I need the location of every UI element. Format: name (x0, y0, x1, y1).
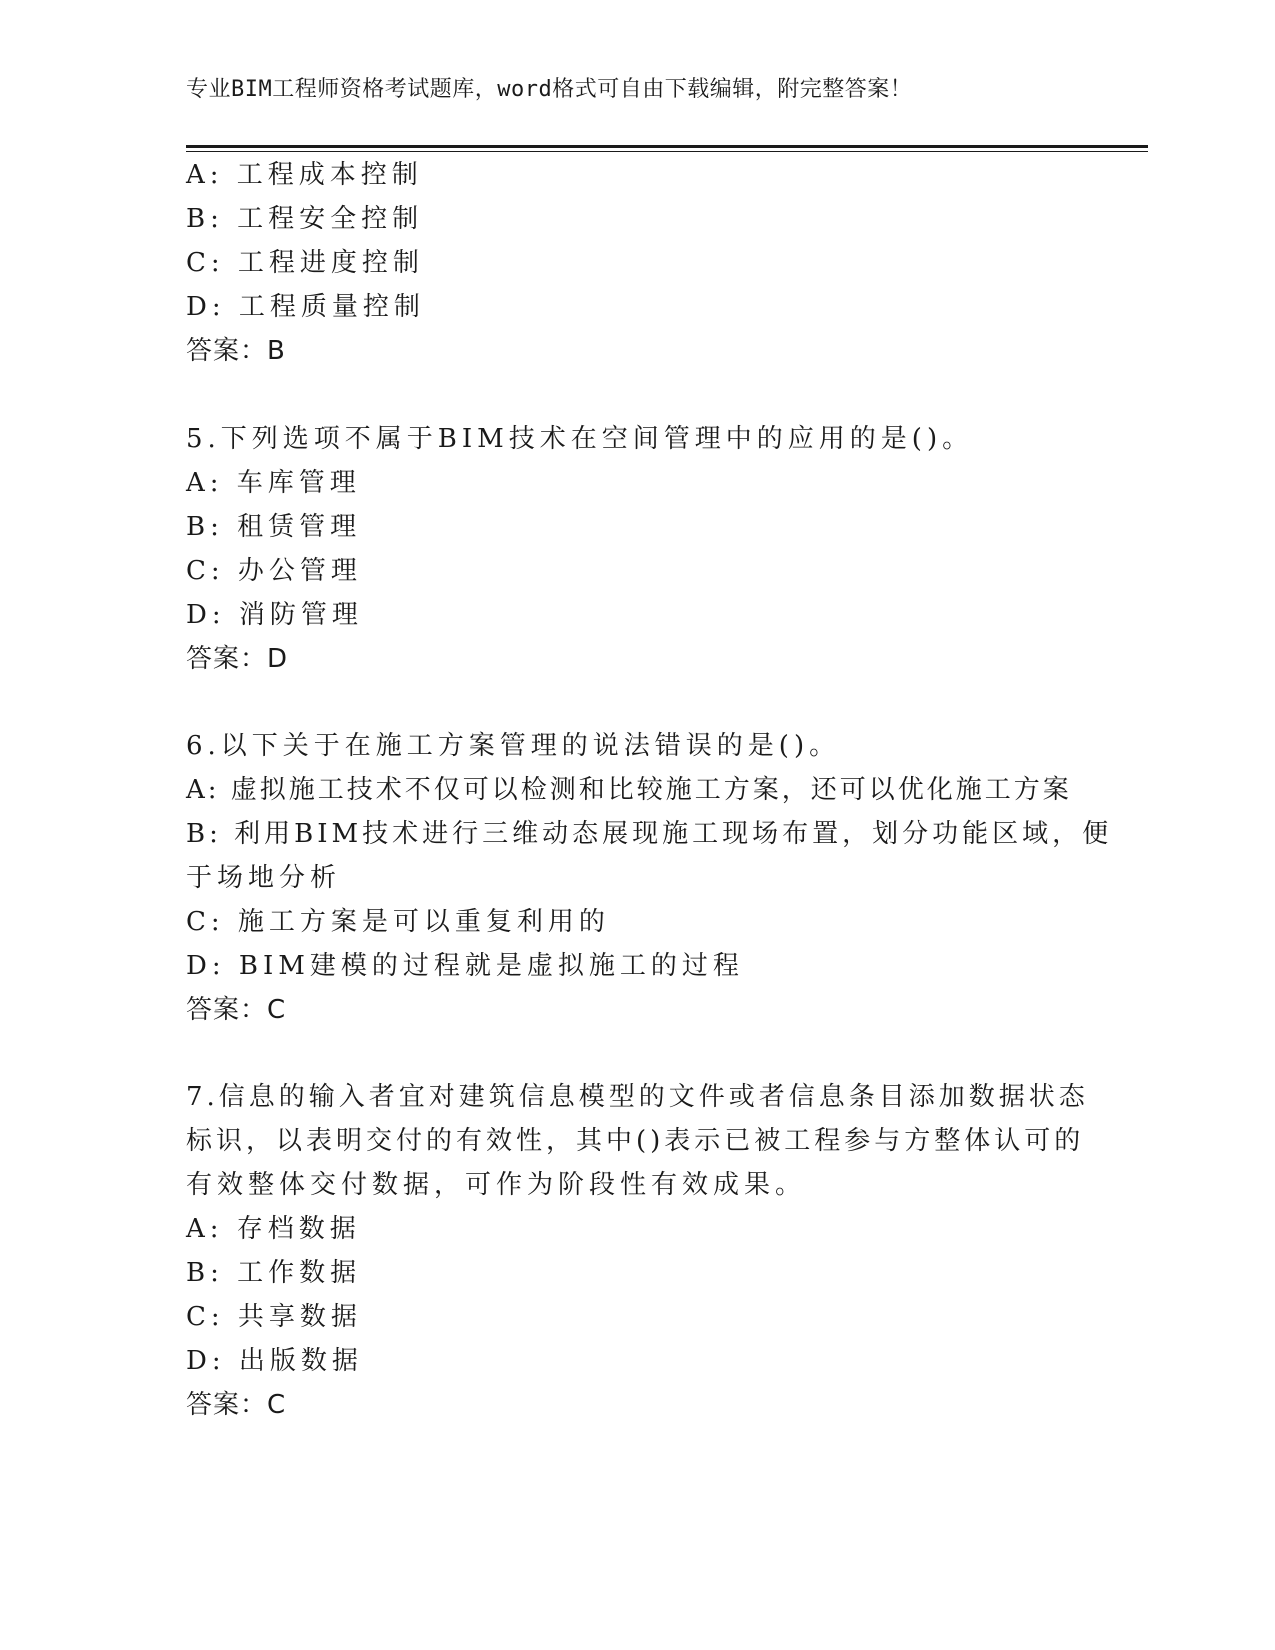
header-rule-thick (186, 145, 1148, 148)
q5-option-c: C: 办公管理 (186, 556, 362, 586)
q4-option-c: C: 工程进度控制 (186, 248, 424, 278)
q4-option-d: D: 工程质量控制 (186, 292, 425, 322)
q7-option-a: A: 存档数据 (186, 1214, 361, 1244)
q7-option-c: C: 共享数据 (186, 1302, 362, 1332)
q4-answer: 答案：B (186, 336, 286, 366)
q5-question: 5.下列选项不属于BIM技术在空间管理中的应用的是()。 (186, 424, 974, 454)
q6-answer: 答案：C (186, 995, 287, 1025)
q7-option-b: B: 工作数据 (186, 1258, 362, 1288)
q7-question-line3: 有效整体交付数据，可作为阶段性有效成果。 (186, 1170, 807, 1200)
q5-option-d: D: 消防管理 (186, 600, 363, 630)
q6-option-d: D: BIM建模的过程就是虚拟施工的过程 (186, 951, 744, 981)
q7-option-d: D: 出版数据 (186, 1346, 363, 1376)
q4-option-b: B: 工程安全控制 (186, 204, 424, 234)
q7-question-line1: 7.信息的输入者宜对建筑信息模型的文件或者信息条目添加数据状态 (186, 1082, 1089, 1112)
q6-question: 6.以下关于在施工方案管理的说法错误的是()。 (186, 731, 841, 761)
q7-answer: 答案：C (186, 1390, 287, 1420)
q6-option-c: C: 施工方案是可以重复利用的 (186, 907, 610, 937)
q6-option-a: A: 虚拟施工技术不仅可以检测和比较施工方案，还可以优化施工方案 (186, 775, 1072, 805)
q6-option-b-line2: 于场地分析 (186, 863, 342, 893)
q7-question-line2: 标识，以表明交付的有效性，其中()表示已被工程参与方整体认可的 (186, 1126, 1085, 1156)
header-rule-thin (186, 151, 1148, 152)
q4-option-a: A: 工程成本控制 (186, 160, 423, 190)
q6-option-b-line1: B: 利用BIM技术进行三维动态展现施工现场布置，划分功能区域，便 (186, 819, 1113, 849)
q5-option-a: A: 车库管理 (186, 468, 361, 498)
document-header: 专业BIM工程师资格考试题库，word格式可自由下载编辑，附完整答案！ (186, 77, 913, 102)
q5-answer: 答案：D (186, 644, 289, 674)
q5-option-b: B: 租赁管理 (186, 512, 362, 542)
